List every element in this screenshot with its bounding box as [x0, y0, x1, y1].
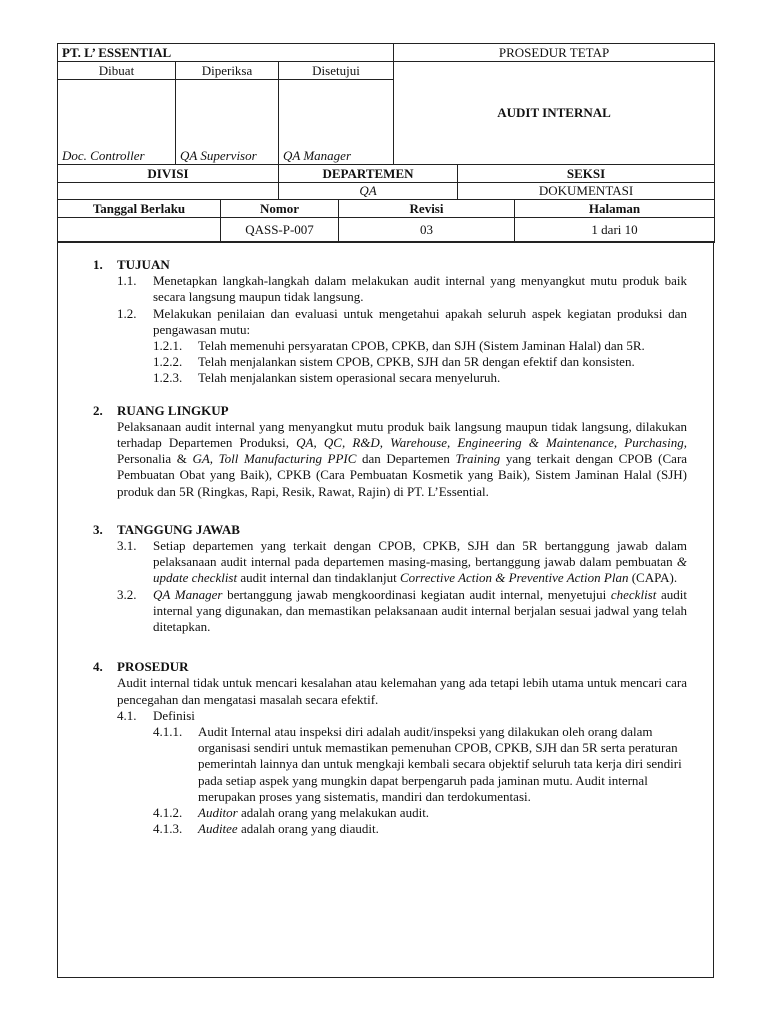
value-seksi: DOKUMENTASI [458, 183, 715, 200]
sig-dibuat: Doc. Controller [58, 80, 176, 165]
item-number: 1.2.2. [153, 354, 183, 370]
text-run: Auditee [198, 821, 238, 837]
item-text: Telah menjalankan sistem operasional secara menyeluruh. [198, 370, 501, 386]
text-run: GA, Toll Manufacturing PPIC [192, 451, 357, 467]
col-diperiksa: Diperiksa [176, 62, 279, 80]
item-number: 3.2. [117, 586, 137, 602]
section-ruang-lingkup-heading [93, 403, 687, 419]
item-1-2-3 [153, 370, 687, 386]
document-header-table [57, 43, 715, 243]
text-run: adalah orang yang melakukan audit. [240, 805, 430, 821]
value-divisi [58, 183, 279, 200]
section-title: TANGGUNG JAWAB [117, 521, 240, 537]
section-number: 2. [93, 402, 103, 418]
prosedur-intro: Audit internal tidak untuk mencari kesalahan atau kelemahan yang ada tetapi lebih utama untuk mencari cara pencegahan dan mengatasi masalah secara efektif. [117, 675, 687, 707]
company-name: PT. L’ ESSENTIAL [58, 44, 394, 62]
col-disetujui: Disetujui [279, 62, 394, 80]
item-1-2-2 [153, 354, 687, 370]
item-3-2 [117, 587, 687, 636]
document-content [93, 257, 687, 838]
item-number: 4.1.3. [153, 821, 183, 837]
item-4-1-3 [153, 821, 687, 837]
text-run: audit internal yang digunakan, dan memastikan pelaksanaan audit internal berjalan sesuai jadwal yang telah ditetapkan. [153, 586, 688, 635]
item-text: Telah memenuhi persyaratan CPOB, CPKB, dan SJH (Sistem Jaminan Halal) dan 5R. [198, 338, 645, 354]
item-1-2-1 [153, 338, 687, 354]
label-divisi: DIVISI [58, 165, 279, 183]
text-run: Setiap departemen yang terkait dengan CPOB, CPKB, SJH dan 5R bertanggung jawab dalam pelaksanaan audit internal pada departemen masing-masing, bertanggung jawab dalam pembuatan [153, 538, 687, 570]
item-number: 1.2. [117, 305, 137, 321]
text-run: checklist [610, 586, 657, 602]
text-run: Corrective Action & Preventive Action Plan [399, 570, 629, 586]
value-halaman: 1 dari 10 [515, 218, 715, 243]
text-run: Personalia & [117, 451, 187, 467]
item-text: Telah menjalankan sistem CPOB, CPKB, SJH dan 5R dengan efektif dan konsisten. [198, 354, 635, 370]
item-4-1 [117, 708, 687, 724]
item-number: 4.1.2. [153, 805, 183, 821]
col-dibuat: Dibuat [58, 62, 176, 80]
text-run: & update checklist [153, 554, 687, 586]
item-number: 1.1. [117, 273, 137, 289]
item-text [198, 821, 379, 837]
item-text: Definisi [153, 707, 195, 723]
label-halaman: Halaman [515, 200, 715, 218]
text-run: QA Manager [153, 586, 223, 602]
text-run: Auditor [198, 805, 238, 821]
text-run: QA, QC, R&D, Warehouse, Engineering & Maintenance, Purchasing, [296, 435, 687, 451]
value-departemen: QA [279, 183, 458, 200]
item-text: Menetapkan langkah-langkah dalam melakukan audit internal yang menyangkut mutu produk baik secara langsung maupun tidak langsung. [153, 273, 687, 305]
label-seksi: SEKSI [458, 165, 715, 183]
item-number: 1.2.1. [153, 338, 183, 354]
text-run: Training [455, 451, 501, 467]
value-nomor: QASS-P-007 [221, 218, 339, 243]
section-tanggung-jawab-heading [93, 522, 687, 538]
section-number: 4. [93, 659, 103, 675]
item-number: 1.2.3. [153, 370, 183, 386]
item-3-1 [117, 538, 687, 587]
item-number: 4.1. [117, 707, 137, 723]
value-tanggal [58, 218, 221, 243]
item-text [153, 538, 687, 587]
item-number: 3.1. [117, 538, 137, 554]
value-revisi: 03 [339, 218, 515, 243]
section-title: PROSEDUR [117, 659, 189, 675]
section-prosedur-heading [93, 659, 687, 675]
sig-disetujui: QA Manager [279, 80, 394, 165]
item-text: Melakukan penilaian dan evaluasi untuk mengetahui apakah seluruh aspek kegiatan produksi dan pengawasan mutu: [153, 305, 687, 337]
section-title: RUANG LINGKUP [117, 402, 229, 418]
sig-diperiksa: QA Supervisor [176, 80, 279, 165]
label-nomor: Nomor [221, 200, 339, 218]
section-title: TUJUAN [117, 257, 170, 272]
item-1-2 [117, 306, 687, 338]
label-departemen: DEPARTEMEN [279, 165, 458, 183]
ruang-lingkup-paragraph [117, 419, 687, 500]
item-1-1 [117, 273, 687, 305]
item-text [153, 587, 687, 636]
text-run: (CAPA). [631, 570, 678, 586]
doc-title: AUDIT INTERNAL [394, 62, 715, 165]
text-run: adalah orang yang diaudit. [240, 821, 379, 837]
item-text [198, 805, 429, 821]
section-number: 3. [93, 521, 103, 537]
doc-type: PROSEDUR TETAP [394, 44, 715, 62]
label-revisi: Revisi [339, 200, 515, 218]
text-run: Pelaksanaan audit internal yang menyangkut mutu produk baik langsung maupun tidak langsung, dilakukan terhadap Departemen Produksi, [117, 418, 687, 451]
section-tujuan-heading [93, 257, 687, 273]
label-tanggal: Tanggal Berlaku [58, 200, 221, 218]
item-text: Audit Internal atau inspeksi diri adalah audit/inspeksi yang dilakukan oleh orang dalam organisasi sendiri untuk memastikan pemenuhan CPOB, CPKB, SJH dan 5R serta peraturan pemerintah lainnya dan untuk mengkaji kembali secara objektif seluruh tata kerja diri sendiri pada setiap aspek yang mungkin dapat berpengaruh pada jaminan mutu. Audit internal merupakan proses yang sistematis, mandiri dan terdokumentasi. [198, 724, 682, 804]
text-run: dan Departemen [362, 451, 450, 467]
item-number: 4.1.1. [153, 724, 183, 740]
section-number: 1. [93, 257, 103, 272]
text-run: bertanggung jawab mengkoordinasi kegiatan audit internal, menyetujui [227, 586, 607, 602]
item-4-1-2 [153, 805, 687, 821]
item-4-1-1 [153, 724, 687, 805]
text-run: yang terkait dengan CPOB (Cara Pembuatan Obat yang Baik), CPKB (Cara Pembuatan Kosmetik yang Baik), Sistem Jaminan Halal (SJH) produk dan 5R (Ringkas, Rapi, Resik, Rawat, Rajin) di PT. L’Essential. [117, 451, 688, 499]
text-run: audit internal dan tindaklanjut [240, 570, 397, 586]
